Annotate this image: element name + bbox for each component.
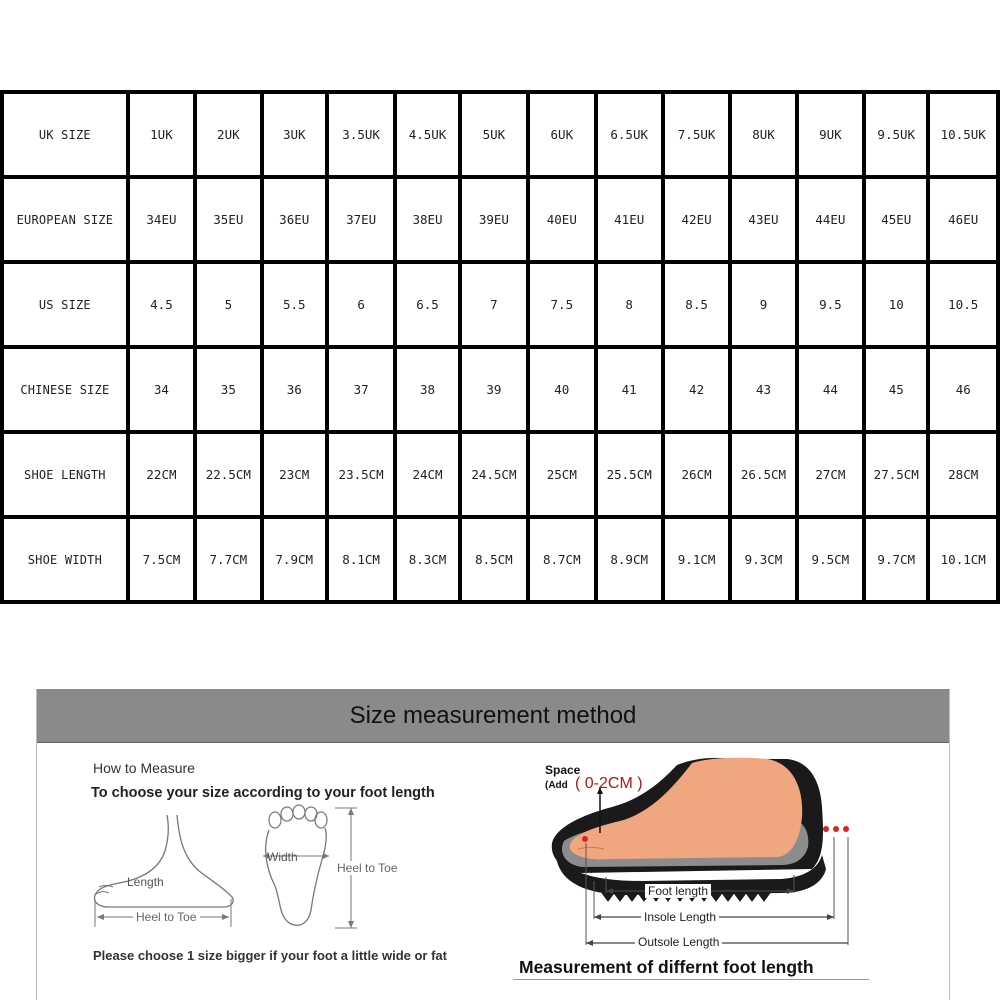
size-cell: 9.5CM: [797, 517, 864, 602]
size-cell: 9.7CM: [864, 517, 928, 602]
size-cell: 43EU: [730, 177, 796, 262]
size-cell: 42EU: [663, 177, 730, 262]
size-cell: 7.5CM: [128, 517, 195, 602]
choose-size-instruction: To choose your size according to your foot length: [91, 785, 435, 801]
size-cell: 45EU: [864, 177, 928, 262]
size-cell: 27.5CM: [864, 432, 928, 517]
size-cell: 10.5: [928, 262, 998, 347]
size-cell: 46: [928, 347, 998, 432]
size-cell: 36EU: [262, 177, 327, 262]
size-cell: 1UK: [128, 92, 195, 177]
space-add-label: (Add: [545, 780, 568, 791]
size-row-label: CHINESE SIZE: [2, 347, 128, 432]
size-cell: 27CM: [797, 432, 864, 517]
size-cell: 22CM: [128, 432, 195, 517]
size-cell: 45: [864, 347, 928, 432]
heel-to-toe-bottom-label: Heel to Toe: [133, 910, 200, 924]
size-cell: 36: [262, 347, 327, 432]
size-row: [2, 177, 998, 262]
size-chart-table: [0, 90, 1000, 604]
size-cell: 6.5UK: [596, 92, 663, 177]
size-cell: 6UK: [528, 92, 595, 177]
size-cell: 9: [730, 262, 796, 347]
size-cell: 24.5CM: [460, 432, 528, 517]
space-range-value: ( 0-2CM ): [575, 775, 643, 792]
size-cell: 23CM: [262, 432, 327, 517]
size-cell: 38: [395, 347, 459, 432]
width-label: Width: [267, 850, 298, 864]
size-cell: 7.7CM: [195, 517, 261, 602]
size-cell: 9UK: [797, 92, 864, 177]
foot-length-label: Foot length: [645, 884, 711, 898]
size-cell: 8: [596, 262, 663, 347]
size-cell: 34EU: [128, 177, 195, 262]
size-cell: 25.5CM: [596, 432, 663, 517]
size-cell: 3UK: [262, 92, 327, 177]
size-cell: 35: [195, 347, 261, 432]
size-cell: 26.5CM: [730, 432, 796, 517]
size-cell: 6: [327, 262, 395, 347]
size-cell: 5.5: [262, 262, 327, 347]
size-row: [2, 432, 998, 517]
size-row-label: EUROPEAN SIZE: [2, 177, 128, 262]
size-cell: 37EU: [327, 177, 395, 262]
size-cell: 43: [730, 347, 796, 432]
size-cell: 28CM: [928, 432, 998, 517]
size-cell: 9.5: [797, 262, 864, 347]
size-row-label: UK SIZE: [2, 92, 128, 177]
size-cell: 25CM: [528, 432, 595, 517]
size-cell: 40EU: [528, 177, 595, 262]
size-cell: 7.5: [528, 262, 595, 347]
size-cell: 5UK: [460, 92, 528, 177]
size-cell: 10.5UK: [928, 92, 998, 177]
size-cell: 7.9CM: [262, 517, 327, 602]
size-cell: 41EU: [596, 177, 663, 262]
size-cell: 8.3CM: [395, 517, 459, 602]
size-cell: 37: [327, 347, 395, 432]
size-cell: 41: [596, 347, 663, 432]
caption-underline: [513, 979, 869, 980]
size-chart-body: [2, 92, 998, 602]
heel-to-toe-side-label: Heel to Toe: [334, 861, 401, 875]
size-cell: 8.5CM: [460, 517, 528, 602]
measurement-panel: [36, 689, 950, 1000]
size-cell: 4.5UK: [395, 92, 459, 177]
size-cell: 46EU: [928, 177, 998, 262]
size-cell: 39: [460, 347, 528, 432]
size-row-label: SHOE LENGTH: [2, 432, 128, 517]
size-cell: 5: [195, 262, 261, 347]
foot-side-view-icon: [87, 807, 247, 927]
size-cell: 8UK: [730, 92, 796, 177]
size-cell: 8.1CM: [327, 517, 395, 602]
space-label: Space: [545, 763, 581, 777]
size-cell: 26CM: [663, 432, 730, 517]
foot-length-caption: Measurement of differnt foot length: [519, 957, 814, 977]
size-cell: 8.9CM: [596, 517, 663, 602]
size-row-label: US SIZE: [2, 262, 128, 347]
size-cell: 23.5CM: [327, 432, 395, 517]
size-cell: 4.5: [128, 262, 195, 347]
outsole-length-label: Outsole Length: [635, 935, 722, 949]
size-cell: 7: [460, 262, 528, 347]
size-row-label: SHOE WIDTH: [2, 517, 128, 602]
size-cell: 8.5: [663, 262, 730, 347]
size-cell: 9.5UK: [864, 92, 928, 177]
size-cell: 6.5: [395, 262, 459, 347]
size-cell: 9.3CM: [730, 517, 796, 602]
size-cell: 44EU: [797, 177, 864, 262]
size-cell: 40: [528, 347, 595, 432]
size-up-note: Please choose 1 size bigger if your foot a little wide or fat: [93, 948, 447, 963]
size-row: [2, 262, 998, 347]
size-cell: 42: [663, 347, 730, 432]
size-cell: 24CM: [395, 432, 459, 517]
measurement-title: Size measurement method: [37, 689, 949, 743]
size-cell: 34: [128, 347, 195, 432]
size-row: [2, 517, 998, 602]
insole-length-label: Insole Length: [641, 910, 719, 924]
size-cell: 35EU: [195, 177, 261, 262]
size-cell: 22.5CM: [195, 432, 261, 517]
size-cell: 38EU: [395, 177, 459, 262]
size-cell: 9.1CM: [663, 517, 730, 602]
how-to-measure-heading: How to Measure: [93, 760, 195, 776]
size-cell: 10: [864, 262, 928, 347]
size-cell: 7.5UK: [663, 92, 730, 177]
size-cell: 2UK: [195, 92, 261, 177]
size-cell: 39EU: [460, 177, 528, 262]
size-row: [2, 92, 998, 177]
size-cell: 3.5UK: [327, 92, 395, 177]
size-cell: 8.7CM: [528, 517, 595, 602]
length-label: Length: [127, 875, 164, 889]
size-cell: 44: [797, 347, 864, 432]
size-row: [2, 347, 998, 432]
size-cell: 10.1CM: [928, 517, 998, 602]
